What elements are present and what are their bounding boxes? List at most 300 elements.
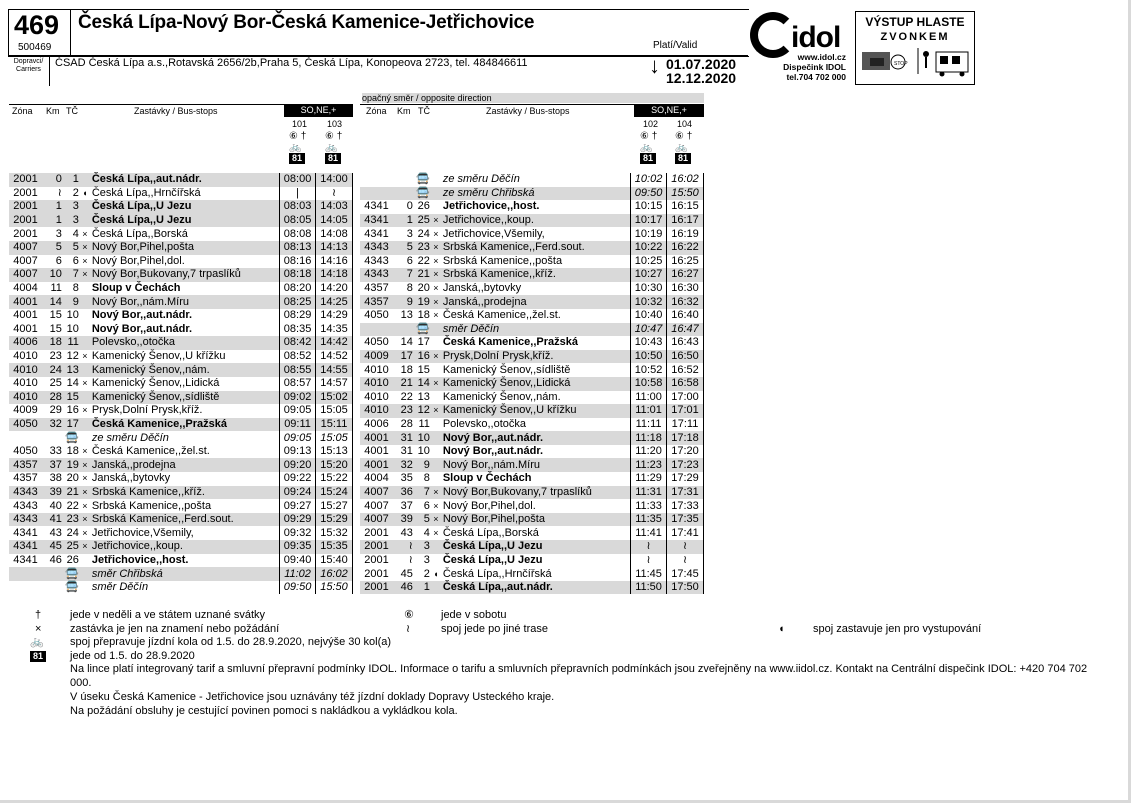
time-trip-2: 15:02 [316,391,353,405]
stop-name: Srbská Kamenice,,pošta [442,254,563,267]
time-trip-2: 16:02 [316,567,353,581]
pass-arrow-cell [270,526,280,540]
time-trip-2: 16:25 [667,255,704,269]
time-trip-1: 10:27 [631,268,667,282]
table-row [360,526,704,540]
left-timetable [9,173,353,594]
time-trip-2: 15:13 [316,445,353,459]
time-trip-1: 09:50 [280,581,316,595]
time-trip-1: 09:05 [280,404,316,418]
km-cell: 13 [400,309,413,322]
time-trip-1: 10:25 [631,255,667,269]
time-trip-2: 16:19 [667,227,704,241]
table-row [9,404,353,418]
km-cell: 31 [400,445,413,458]
zone-cell: 2001 [9,173,42,187]
time-trip-1: 11:50 [631,581,667,595]
tc-cell: 10 [414,431,431,445]
flag-cell [431,391,441,405]
flag-cell [431,200,441,214]
time-trip-1: 10:30 [631,282,667,296]
time-trip-1: 09:50 [631,187,667,201]
legend-cross-icon: † [35,609,42,621]
time-trip-2: 14:05 [316,214,353,228]
pass-arrow-cell [270,200,280,214]
tc-cell: 7 [63,268,80,282]
zone-cell: 4010 [360,404,393,418]
tc-cell: 11 [418,417,430,430]
time-trip-2: 15:32 [316,526,353,540]
stop-name: Kamenický Šenov,,nám. [90,363,270,377]
table-row [360,458,704,472]
time-trip-1: 08:52 [280,350,316,364]
tc-cell: 15 [63,391,80,405]
stop-name: ze směru Děčín [442,173,520,186]
legend-81-badge: 81 [30,651,46,662]
pass-arrow-cell [270,336,280,350]
flag-cell [80,200,90,214]
tc-cell: 12 [414,404,431,418]
flag-cell: × [82,527,88,538]
tc-cell: 10 [417,445,430,458]
stop-name: Janská,,prodejna [90,458,270,472]
table-row [9,554,353,568]
time-trip-1: 08:29 [280,309,316,323]
zone-cell: 4343 [13,499,38,512]
km-cell: 32 [393,458,414,472]
pass-arrow-cell [270,391,280,405]
stop-name: Nový Bor,,aut.nádr. [91,322,193,335]
zone-cell: 4001 [13,309,38,322]
zone-cell: 4010 [364,390,389,403]
time-trip-1: 10:02 [631,173,667,187]
zone-cell: 4050 [364,336,389,349]
tc-cell: 23 [414,241,431,255]
stop-name: Česká Lípa,,aut.nádr. [90,173,270,187]
flag-cell [431,323,441,337]
table-row [360,567,704,581]
tc-cell: 🚍 [416,173,430,186]
km-cell: 7 [393,268,414,282]
pass-arrow-cell [621,336,631,350]
legend-half-icon: ◖ [778,623,785,635]
flag-cell [431,187,441,201]
pass-arrow-cell [621,418,631,432]
zone-cell: 4004 [13,282,38,295]
tc-cell: 22 [417,254,430,267]
pass-arrow-cell [621,581,631,595]
tc-cell: 2 [423,567,430,580]
left-days-header: SO,NE,+ [284,104,353,117]
table-row [9,513,353,527]
zone-cell: 4010 [360,377,393,391]
down-arrow-icon: ↓ [649,53,660,78]
legend-note-3: Na požádání obsluhy je cestující povinen pomoci s nakládkou a vykládkou kola. [70,705,458,717]
tc-cell: 7 [414,486,431,500]
flag-cell [431,336,441,350]
flag-cell [431,431,441,445]
flag-cell: × [82,228,88,239]
bell-sign [855,11,975,85]
km-cell: 22 [400,390,413,403]
stop-name: Kamenický Šenov,,sídliště [442,363,571,376]
table-row [360,513,704,527]
km-cell: 6 [406,254,413,267]
table-row [360,486,704,500]
zone-cell: 2001 [13,227,38,240]
tc-cell: 20 [66,472,79,485]
flag-cell [431,458,441,472]
stop-name: Srbská Kamenice,,kříž. [90,486,270,500]
km-cell: 3 [406,227,413,240]
tc-cell: 🚍 [414,187,431,201]
pass-arrow-cell [270,513,280,527]
flag-cell: × [433,310,439,321]
stop-name: Česká Kamenice,,žel.st. [442,309,561,322]
stop-name: Kamenický Šenov,,Lidická [441,377,621,391]
idol-tel: tel.704 702 000 [786,72,846,82]
km-cell: 29 [49,404,62,417]
left-col-km: Km [46,106,60,116]
pass-arrow-cell [270,214,280,228]
table-row [360,391,704,405]
pass-arrow-cell [270,472,280,486]
time-trip-1: 10:19 [631,227,667,241]
table-row [9,540,353,554]
time-trip-1: 09:35 [280,540,316,554]
time-trip-2: 15:50 [316,581,353,595]
table-row [9,200,353,214]
time-trip-1: 10:15 [631,200,667,214]
flag-cell [80,554,90,568]
right-col-zone: Zóna [366,106,387,116]
right-trip-2: 104 [677,119,693,129]
pass-arrow-cell [270,567,280,581]
km-cell: 32 [42,418,63,432]
idol-wordmark: idol [791,21,841,54]
km-cell: 10 [42,268,63,282]
tc-cell: 16 [414,350,431,364]
time-trip-2: ≀ [667,540,704,554]
zone-cell: 4007 [360,486,393,500]
time-trip-1: 09:29 [280,513,316,527]
time-trip-1: 11:23 [631,458,667,472]
table-row [9,227,353,241]
zone-cell: 4341 [364,200,389,213]
km-cell: 11 [50,282,62,295]
table-row [360,418,704,432]
table-row [360,268,704,282]
flag-cell [80,581,90,595]
km-cell: ≀ [57,186,62,199]
pass-arrow-cell [621,431,631,445]
zone-cell: 4006 [364,417,389,430]
flag-cell: × [433,283,439,294]
stop-name: Sloup v Čechách [442,472,532,485]
flag-cell: × [431,268,441,282]
time-trip-2: 14:00 [316,173,353,187]
tc-cell: 1 [414,581,431,595]
table-row [360,187,704,201]
time-trip-1: 11:35 [631,513,667,527]
stop-name: Česká Lípa,,U Jezu [90,200,270,214]
pass-arrow-cell [270,458,280,472]
flag-cell [431,472,441,486]
table-row [9,363,353,377]
zone-cell: 4004 [364,472,389,485]
table-row [360,445,704,459]
stop-name: Nový Bor,,nám.Míru [90,295,270,309]
pass-arrow-cell [270,187,280,201]
time-trip-2: 16:47 [667,323,704,337]
zone-cell: 4007 [364,499,389,512]
zone-cell: 2001 [364,553,389,566]
tc-cell: 🚍 [65,431,79,444]
table-row [360,227,704,241]
tc-cell: 25 [414,214,431,228]
table-row [360,363,704,377]
zone-cell: 4001 [13,322,38,335]
km-cell: 31 [393,431,414,445]
legend-bike-icon: 🚲 [30,636,44,648]
km-cell: 15 [49,322,62,335]
km-cell [393,187,414,201]
opposite-direction-label: opačný směr / opposite direction [362,93,704,103]
tc-cell: 21 [63,486,80,500]
zone-cell: 4341 [13,526,38,539]
zone-cell: 2001 [9,214,42,228]
right-days-header: SO,NE,+ [634,104,704,117]
time-trip-2: 16:02 [667,173,704,187]
flag-cell [80,363,90,377]
time-trip-1: 10:22 [631,241,667,255]
flag-cell: × [431,350,441,364]
flag-cell: × [433,500,439,511]
time-trip-1: 08:13 [280,241,316,255]
time-trip-2: 14:42 [316,336,353,350]
stop-name: Česká Lípa,,Hrnčířská [91,186,201,199]
left-col-zone: Zóna [12,106,33,116]
table-row [9,255,353,269]
zone-cell: 4007 [13,254,38,267]
pass-arrow-cell [621,526,631,540]
zone-cell: 2001 [360,540,393,554]
stop-name: Česká Lípa,,U Jezu [441,540,621,554]
tc-cell: 14 [414,377,431,391]
time-trip-2: 15:22 [316,472,353,486]
time-trip-2: 15:05 [316,404,353,418]
time-trip-1: 11:01 [631,404,667,418]
tc-cell: 8 [72,282,79,295]
time-trip-2: 17:00 [667,391,704,405]
flag-cell [80,309,90,323]
carrier-text: ČSAD Česká Lípa a.s.,Rotavská 2656/2b,Praha 5, Česká Lípa, Konopeova 2723, tel. 484846611 [55,57,528,69]
legend-six-icon: ⑥ [404,609,414,621]
tc-cell: 13 [63,363,80,377]
time-trip-2: 14:35 [316,323,353,337]
pass-arrow-cell [270,227,280,241]
pass-arrow-cell [621,513,631,527]
flag-cell: × [431,295,441,309]
time-trip-2: 14:52 [316,350,353,364]
flag-cell: × [431,404,441,418]
tc-cell: 16 [66,404,79,417]
km-cell: 24 [42,363,63,377]
tc-cell: 13 [417,390,430,403]
km-cell: 6 [55,254,62,267]
tc-cell: 24 [66,526,79,539]
zone-cell: 4009 [360,350,393,364]
pass-arrow-cell [621,323,631,337]
km-cell: 28 [42,391,63,405]
valid-from: 01.07.2020 [666,56,737,72]
time-trip-2: 15:50 [667,187,704,201]
stop-name: Kamenický Šenov,,U křížku [91,350,226,363]
time-trip-1: 11:31 [631,486,667,500]
km-cell: 39 [393,513,414,527]
time-trip-1: 10:58 [631,377,667,391]
stop-name: Nový Bor,,aut.nádr. [441,431,621,445]
stop-name: Nový Bor,Bukovany,7 trpaslíků [90,268,270,282]
flag-cell: × [82,255,88,266]
tc-cell: 4 [423,526,430,539]
tc-cell: 12 [66,350,79,363]
legend-cross-text: jede v neděli a ve státem uznané svátky [70,609,266,621]
flag-cell: × [433,527,439,538]
km-cell: 1 [393,214,414,228]
pass-arrow-cell [621,445,631,459]
zone-cell: 2001 [364,567,389,580]
time-trip-2: 17:31 [667,486,704,500]
stop-name: Nový Bor,Pihel,dol. [442,499,536,512]
stop-name: Jetřichovice,,host. [91,553,189,566]
zone-cell: 4343 [364,254,389,267]
pass-arrow-cell [621,377,631,391]
pass-arrow-cell [270,554,280,568]
line-number-box [8,9,71,55]
table-row [360,241,704,255]
flag-cell: × [82,473,88,484]
pass-arrow-cell [270,255,280,269]
tc-cell: 3 [63,200,80,214]
flag-cell: × [82,500,88,511]
tc-cell: 🚍 [414,323,431,337]
table-row [9,418,353,432]
stop-name: Srbská Kamenice,,Ferd.sout. [441,241,621,255]
tc-cell: 🚍 [63,567,80,581]
time-trip-1: ≀ [631,540,667,554]
km-cell: 14 [400,336,413,349]
time-trip-2: 17:45 [667,567,704,581]
table-row [360,255,704,269]
pass-arrow-cell [270,295,280,309]
table-row [9,377,353,391]
time-trip-2: 17:41 [667,526,704,540]
legend-x-icon: × [35,623,42,635]
time-trip-2: 16:52 [667,363,704,377]
pass-arrow-cell [270,377,280,391]
km-cell: 46 [49,553,62,566]
time-trip-1: 11:11 [631,418,667,432]
flag-cell [80,282,90,296]
stop-name: Kamenický Šenov,,U křížku [441,404,621,418]
km-cell: 45 [42,540,63,554]
stop-name: Polevsko,,otočka [442,417,526,430]
left-trip-2: 103 [327,119,343,129]
pass-arrow-cell [621,227,631,241]
table-row [9,350,353,364]
table-row [9,336,353,350]
table-row [360,282,704,296]
time-trip-2: 16:40 [667,309,704,323]
zone-cell: 4343 [360,268,393,282]
pass-arrow-cell [621,458,631,472]
table-row [9,486,353,500]
left-trip-1: 101 [292,119,308,129]
valid-label: Platí/Valid [653,40,698,51]
time-trip-1: 09:32 [280,526,316,540]
flag-cell: × [80,540,90,554]
table-row [360,581,704,595]
time-trip-2: 14:25 [316,295,353,309]
right-col-km: Km [397,106,411,116]
stop-name: Česká Kamenice,,Pražská [90,418,270,432]
km-cell: 17 [393,350,414,364]
time-trip-1: 11:29 [631,472,667,486]
km-cell: 39 [42,486,63,500]
tc-cell: 21 [414,268,431,282]
tc-cell: 22 [66,499,79,512]
km-cell: 18 [42,336,63,350]
time-trip-1: 09:24 [280,486,316,500]
flag-cell: × [433,255,439,266]
time-trip-2: 17:23 [667,458,704,472]
bell-sign-line2: ZVONKEM [880,31,950,43]
time-trip-1: 11:00 [631,391,667,405]
table-row [360,336,704,350]
stop-name: Česká Lípa,,aut.nádr. [441,581,621,595]
table-row [9,567,353,581]
flag-cell [431,418,441,432]
time-trip-2: 16:30 [667,282,704,296]
table-row [9,214,353,228]
time-trip-2: 14:08 [316,227,353,241]
table-row [9,458,353,472]
stop-name: Janská,,bytovky [442,282,522,295]
flag-cell: × [80,268,90,282]
km-cell: 36 [393,486,414,500]
tc-cell: 26 [66,553,79,566]
tc-cell: 4 [72,227,79,240]
stop-name: Kamenický Šenov,,Lidická [91,377,220,390]
zone-cell: 4357 [364,282,389,295]
time-trip-2: 15:27 [316,499,353,513]
km-cell: ≀ [393,540,414,554]
tc-cell: 17 [63,418,80,432]
flag-cell [431,363,441,377]
time-trip-1: 08:25 [280,295,316,309]
legend-x-text: zastávka je jen na znamení nebo požádání [70,623,280,635]
table-row [360,214,704,228]
tc-cell: 🚍 [65,581,79,594]
pass-arrow-cell [621,255,631,269]
zone-cell: 4357 [9,458,42,472]
time-trip-1: 10:43 [631,336,667,350]
time-trip-2: 16:15 [667,200,704,214]
tc-cell: 23 [63,513,80,527]
tc-cell: 19 [63,458,80,472]
tc-cell: 24 [417,227,430,240]
